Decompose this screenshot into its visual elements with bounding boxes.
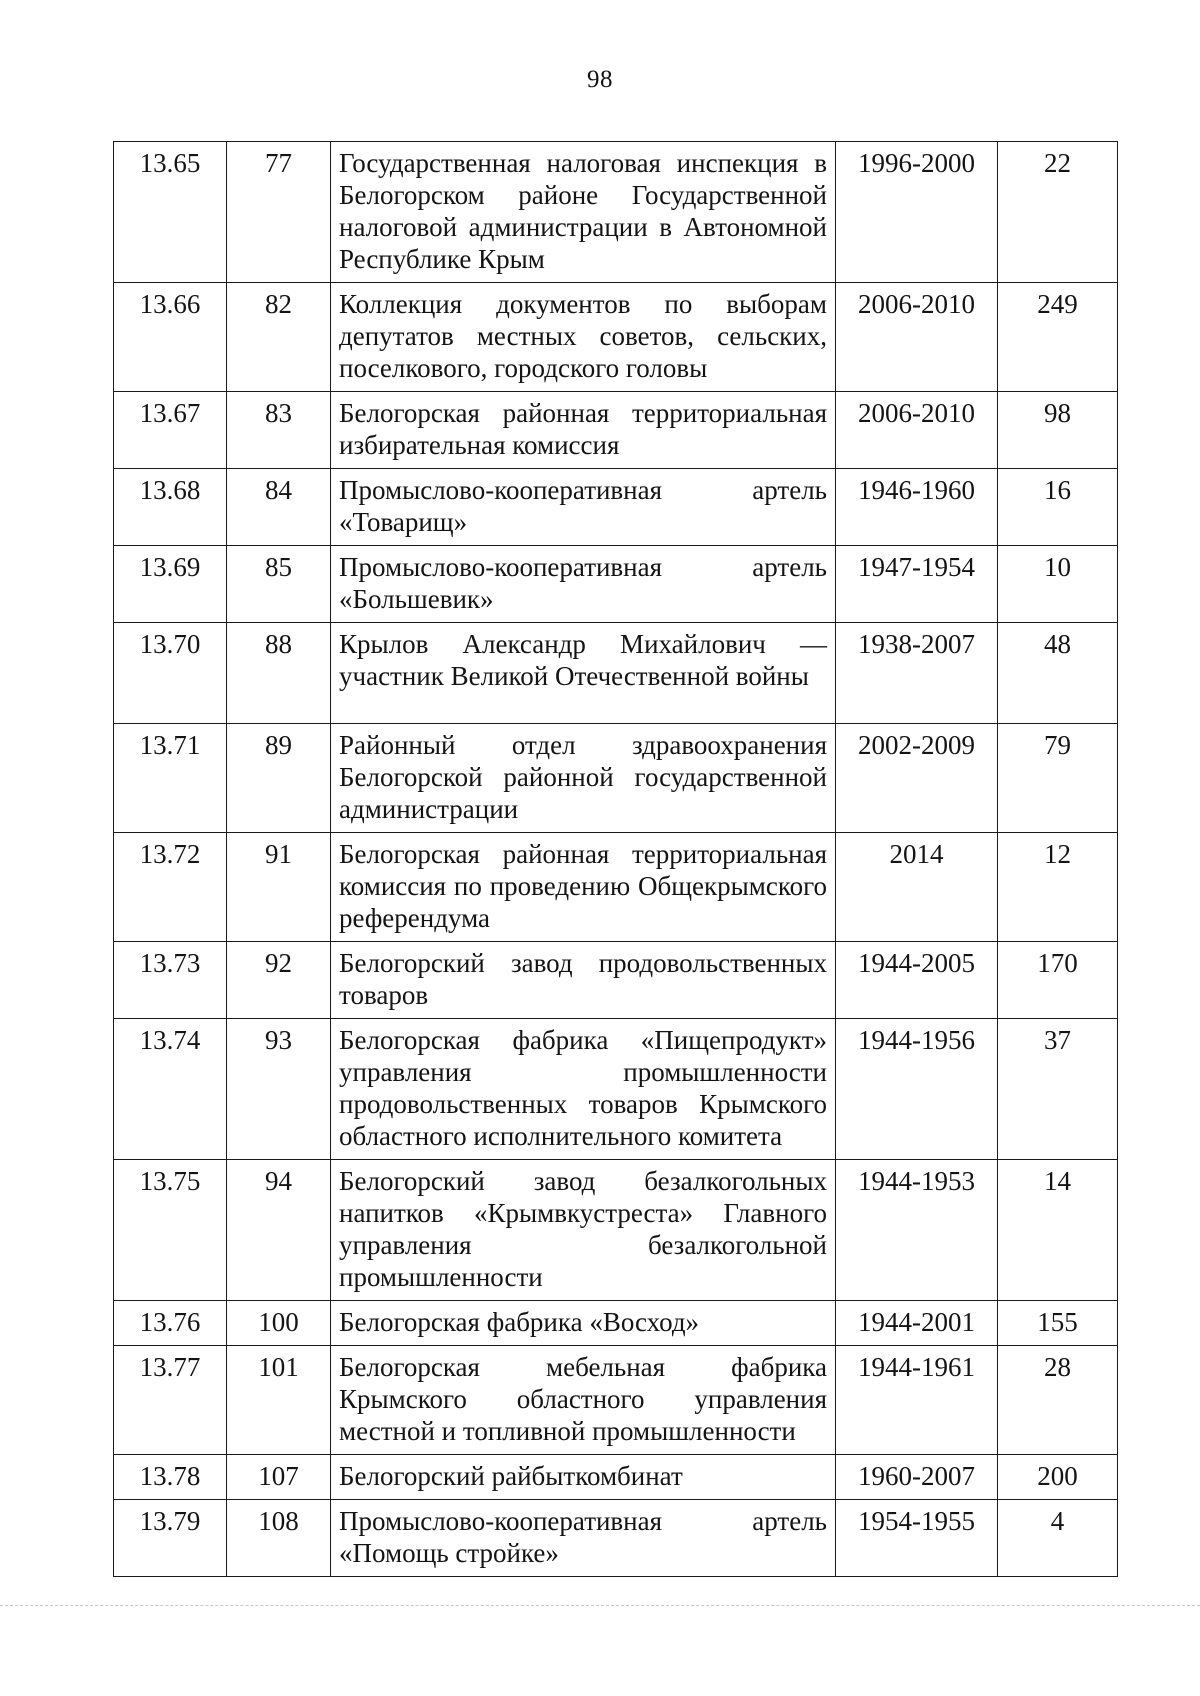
- date-range: 2006-2010: [836, 283, 998, 392]
- fund-name: Белогорский райбыткомбинат: [331, 1455, 836, 1500]
- date-range: 1946-1960: [836, 469, 998, 546]
- fund-number: 94: [227, 1160, 331, 1301]
- date-range: 2002-2009: [836, 724, 998, 833]
- item-count: 48: [998, 623, 1118, 724]
- date-range: 1947-1954: [836, 546, 998, 623]
- fund-number: 85: [227, 546, 331, 623]
- row-index: 13.75: [114, 1160, 227, 1301]
- row-index: 13.68: [114, 469, 227, 546]
- table-row: [114, 283, 1118, 392]
- table-row: [114, 1019, 1118, 1160]
- item-count: 16: [998, 469, 1118, 546]
- date-range: 1938-2007: [836, 623, 998, 724]
- row-index: 13.71: [114, 724, 227, 833]
- fund-name: Белогорская фабрика «Восход»: [331, 1301, 836, 1346]
- item-count: 22: [998, 142, 1118, 283]
- fund-number: 83: [227, 392, 331, 469]
- row-index: 13.76: [114, 1301, 227, 1346]
- item-count: 4: [998, 1500, 1118, 1577]
- date-range: 1944-1953: [836, 1160, 998, 1301]
- row-index: 13.70: [114, 623, 227, 724]
- fund-name: Крылов Александр Михайлович — участник Великой Отечественной войны: [331, 623, 836, 724]
- date-range: 1954-1955: [836, 1500, 998, 1577]
- date-range: 1944-2001: [836, 1301, 998, 1346]
- row-index: 13.73: [114, 942, 227, 1019]
- fund-name: Государственная налоговая инспекция в Белогорском районе Государственной налоговой администрации в Автономной Республике Крым: [331, 142, 836, 283]
- table-row: [114, 623, 1118, 724]
- archive-registry-table: [113, 141, 1118, 1577]
- table-row: [114, 142, 1118, 283]
- fund-name: Районный отдел здравоохранения Белогорской районной государственной администрации: [331, 724, 836, 833]
- date-range: 2014: [836, 833, 998, 942]
- item-count: 79: [998, 724, 1118, 833]
- fund-number: 77: [227, 142, 331, 283]
- item-count: 14: [998, 1160, 1118, 1301]
- table-body: [114, 142, 1118, 1577]
- fund-name: Промыслово-кооперативная артель «Товарищ»: [331, 469, 836, 546]
- date-range: 1960-2007: [836, 1455, 998, 1500]
- table-row: [114, 1301, 1118, 1346]
- page-number: 98: [587, 66, 613, 93]
- item-count: 37: [998, 1019, 1118, 1160]
- row-index: 13.78: [114, 1455, 227, 1500]
- date-range: 1944-2005: [836, 942, 998, 1019]
- fund-number: 107: [227, 1455, 331, 1500]
- fund-name: Белогорская районная территориальная комиссия по проведению Общекрымского референдума: [331, 833, 836, 942]
- fund-number: 82: [227, 283, 331, 392]
- date-range: 2006-2010: [836, 392, 998, 469]
- item-count: 200: [998, 1455, 1118, 1500]
- date-range: 1996-2000: [836, 142, 998, 283]
- row-index: 13.74: [114, 1019, 227, 1160]
- fund-number: 89: [227, 724, 331, 833]
- table-row: [114, 546, 1118, 623]
- fund-number: 93: [227, 1019, 331, 1160]
- fund-name: Белогорская районная территориальная избирательная комиссия: [331, 392, 836, 469]
- fund-number: 88: [227, 623, 331, 724]
- row-index: 13.72: [114, 833, 227, 942]
- table-row: [114, 833, 1118, 942]
- fund-name: Коллекция документов по выборам депутатов местных советов, сельских, поселкового, городского головы: [331, 283, 836, 392]
- table-row: [114, 392, 1118, 469]
- fund-name: Белогорская фабрика «Пищепродукт» управления промышленности продовольственных товаров Крымского областного исполнительного комитета: [331, 1019, 836, 1160]
- item-count: 12: [998, 833, 1118, 942]
- table-row: [114, 724, 1118, 833]
- date-range: 1944-1961: [836, 1346, 998, 1455]
- item-count: 28: [998, 1346, 1118, 1455]
- row-index: 13.65: [114, 142, 227, 283]
- table-row: [114, 1500, 1118, 1577]
- table-row: [114, 1346, 1118, 1455]
- fund-number: 84: [227, 469, 331, 546]
- item-count: 10: [998, 546, 1118, 623]
- table-row: [114, 1455, 1118, 1500]
- fund-number: 100: [227, 1301, 331, 1346]
- item-count: 98: [998, 392, 1118, 469]
- fund-name: Промыслово-кооперативная артель «Помощь стройке»: [331, 1500, 836, 1577]
- fund-number: 108: [227, 1500, 331, 1577]
- fund-number: 92: [227, 942, 331, 1019]
- fund-number: 91: [227, 833, 331, 942]
- table-row: [114, 942, 1118, 1019]
- fund-name: Промыслово-кооперативная артель «Большевик»: [331, 546, 836, 623]
- table-row: [114, 1160, 1118, 1301]
- date-range: 1944-1956: [836, 1019, 998, 1160]
- item-count: 155: [998, 1301, 1118, 1346]
- fund-name: Белогорский завод продовольственных товаров: [331, 942, 836, 1019]
- row-index: 13.67: [114, 392, 227, 469]
- table-row: [114, 469, 1118, 546]
- row-index: 13.77: [114, 1346, 227, 1455]
- row-index: 13.66: [114, 283, 227, 392]
- item-count: 170: [998, 942, 1118, 1019]
- fund-name: Белогорская мебельная фабрика Крымского областного управления местной и топливной промышленности: [331, 1346, 836, 1455]
- item-count: 249: [998, 283, 1118, 392]
- fund-name: Белогорский завод безалкогольных напитков «Крымвкустреста» Главного управления безалкогольной промышленности: [331, 1160, 836, 1301]
- scan-artifact-line: [0, 1605, 1200, 1606]
- row-index: 13.69: [114, 546, 227, 623]
- row-index: 13.79: [114, 1500, 227, 1577]
- fund-number: 101: [227, 1346, 331, 1455]
